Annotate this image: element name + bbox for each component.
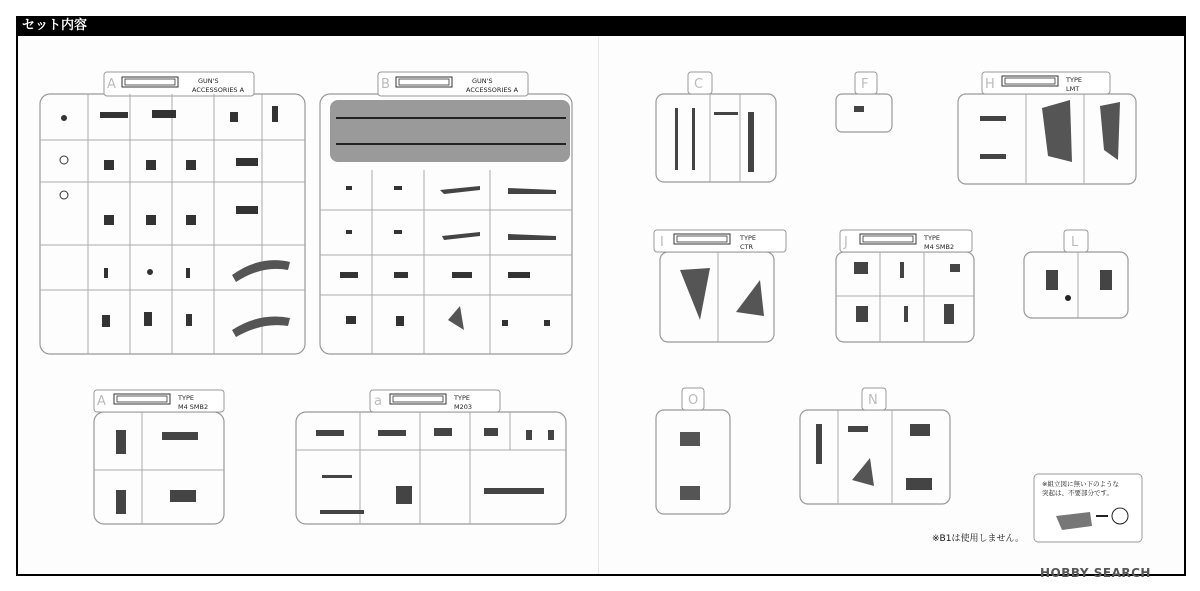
sprue-subtitle: LMT — [1066, 85, 1080, 93]
sprue-letter: L — [1071, 235, 1079, 250]
sprue-letter: A — [107, 77, 116, 92]
sprue-j — [836, 230, 974, 342]
sprue-subtitle: CTR — [740, 243, 754, 251]
sprue-letter: O — [688, 393, 699, 408]
sprue-f — [836, 72, 892, 132]
sprue-letter: N — [868, 393, 878, 408]
sprue-subtitle: GUN'S — [198, 77, 219, 85]
sprue-subtitle: M4 SMB2 — [178, 403, 209, 411]
b1-unused-note: ※B1は使用しません。 — [932, 534, 1024, 544]
sprue-letter: H — [985, 77, 995, 92]
sprue-subtitle: TYPE — [454, 394, 470, 402]
sprue-l — [1024, 230, 1128, 318]
callout-note-text: ※組立図に無い下のような突起は、不要部分です。 — [1042, 480, 1119, 497]
sprue-subtitle: ACCESSORIES A — [192, 86, 245, 94]
sprue-c — [656, 72, 776, 182]
sprue-a-m203 — [296, 390, 566, 524]
sprue-subtitle: M203 — [454, 403, 473, 411]
sprue-letter: F — [861, 77, 869, 92]
sprue-letter: I — [660, 235, 664, 250]
sprue-n — [800, 388, 950, 504]
sprue-letter: B — [381, 77, 390, 92]
sprue-o — [656, 388, 730, 514]
sprue-subtitle: M4 SMB2 — [924, 243, 955, 251]
sprue-subtitle: TYPE — [1066, 76, 1082, 84]
sprue-h — [958, 72, 1136, 184]
sprue-i — [654, 230, 786, 342]
section-title: セット内容 — [22, 18, 88, 33]
sprue-a-m4 — [94, 390, 224, 524]
sprue-subtitle: TYPE — [740, 234, 756, 242]
sprue-subtitle: GUN'S — [472, 77, 493, 85]
sprue-letter: a — [374, 394, 382, 409]
sprue-letter: A — [97, 394, 106, 409]
sprue-letter: C — [694, 77, 704, 92]
sprue-subtitle: TYPE — [178, 394, 194, 402]
sprue-b — [320, 72, 572, 354]
sprue-letter: J — [844, 235, 848, 250]
sprue-subtitle: ACCESSORIES A — [466, 86, 519, 94]
sprue-a — [40, 72, 305, 354]
sprue-subtitle: TYPE — [924, 234, 940, 242]
watermark: HOBBY SEARCH — [1040, 566, 1151, 580]
